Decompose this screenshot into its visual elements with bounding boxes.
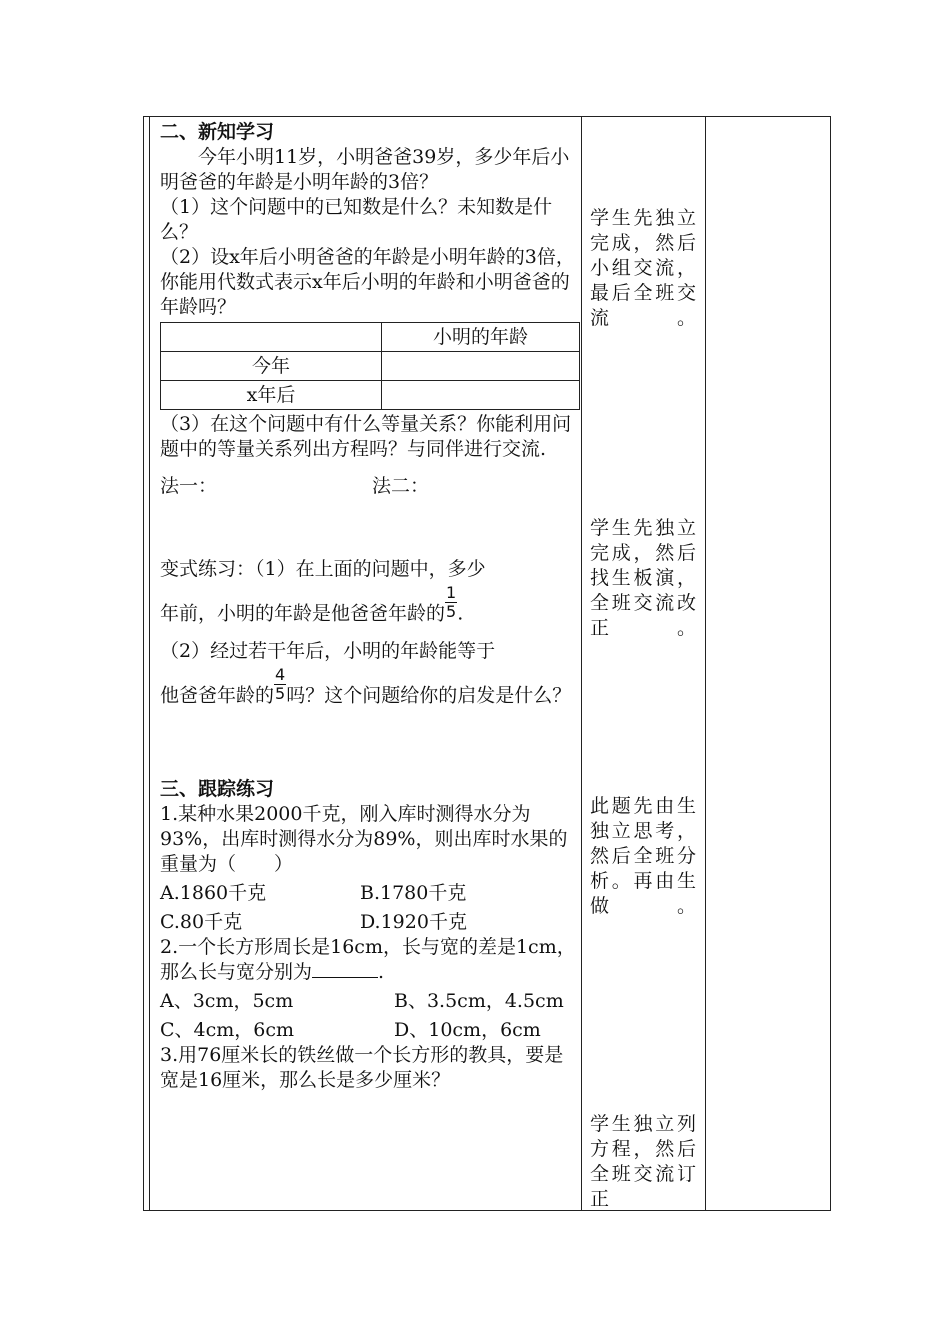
method-2-label: 法二： (372, 475, 430, 497)
question-3: （3）在这个问题中有什么等量关系？你能利用问题中的等量关系列出方程吗？与同伴进行交流. (160, 413, 572, 460)
option-c: C.80千克 (160, 911, 243, 933)
age-table (160, 322, 580, 410)
teaching-note-2: 学生先独立完成，然后找生板演，全班交流改正。 (590, 517, 698, 639)
column-divider-1 (581, 116, 582, 1211)
practice-2: 2.一个长方形周长是16cm，长与宽的差是1cm，那么长与宽分别为 . (160, 936, 576, 983)
column-divider-2 (705, 116, 706, 1211)
practice-1: 1.某种水果2000千克，刚入库时测得水分为93%，出库时测得水分为89%，则出库时水果的重量为（ ） (160, 803, 568, 875)
variant-2-line-b: 他爸爸年龄的 $\frac{4}{5}$ 吗？这个问题给你的启发是什么？ (160, 665, 572, 707)
teaching-note-1: 学生先独立完成，然后小组交流，最后全班交流。 (590, 207, 698, 329)
problem-statement: 今年小明11岁，小明爸爸39岁，多少年后小明爸爸的年龄是小明年龄的3倍？ (160, 146, 570, 193)
section-title-new-learning: 二、新知学习 (160, 121, 275, 143)
option-d: D.1920千克 (360, 911, 467, 933)
option-c: C、4cm，6cm (160, 1019, 295, 1041)
practice-1-options-row-1 (160, 881, 578, 906)
practice-1-options-row-2 (160, 910, 578, 935)
variant-1-line-b: 年前，小明的年龄是他爸爸年龄的 $\frac{1}{5}$ . (160, 583, 464, 625)
section-title-practice: 三、跟踪练习 (160, 778, 275, 800)
option-a: A、3cm，5cm (160, 990, 294, 1012)
table-header-cell: 小明的年龄 (382, 323, 580, 352)
fraction-four-fifths: $\frac{4}{5}$ (275, 665, 286, 703)
question-2: （2）设x年后小明爸爸的年龄是小明年龄的3倍，你能用代数式表示x年后小明的年龄和小明爸爸的年龄吗？ (160, 246, 575, 318)
content-column (160, 120, 578, 1093)
teaching-note-4: 学生独立列方程，然后全班交流订正 (590, 1113, 698, 1210)
table-cell: x年后 (161, 381, 382, 410)
table-row (161, 352, 580, 381)
option-b: B、3.5cm，4.5cm (394, 990, 564, 1012)
table-cell (161, 323, 382, 352)
answer-blank (312, 961, 378, 978)
fraction-one-fifth: $\frac{1}{5}$ (446, 583, 457, 621)
practice-2-options-row-2 (160, 1018, 578, 1043)
table-inner-border (149, 116, 150, 1211)
practice-2-options-row-1 (160, 989, 578, 1014)
option-d: D、10cm，6cm (394, 1019, 541, 1041)
method-line (160, 474, 578, 499)
question-1: （1）这个问题中的已知数是什么？未知数是什么？ (160, 196, 553, 243)
practice-3: 3.用76厘米长的铁丝做一个长方形的教具，要是宽是16厘米，那么长是多少厘米？ (160, 1044, 564, 1091)
variant-2-line-a: （2）经过若干年后，小明的年龄能等于 (160, 640, 496, 662)
table-cell (382, 352, 580, 381)
teaching-note-3: 此题先由生独立思考，然后全班分析。再由生做。 (590, 795, 698, 917)
variant-1-line-a: 变式练习：（1）在上面的问题中，多少 (160, 558, 486, 580)
table-cell: 今年 (161, 352, 382, 381)
method-1-label: 法一： (160, 475, 218, 497)
option-b: B.1780千克 (360, 882, 467, 904)
table-row (161, 323, 580, 352)
table-row (161, 381, 580, 410)
table-cell (382, 381, 580, 410)
option-a: A.1860千克 (160, 882, 267, 904)
